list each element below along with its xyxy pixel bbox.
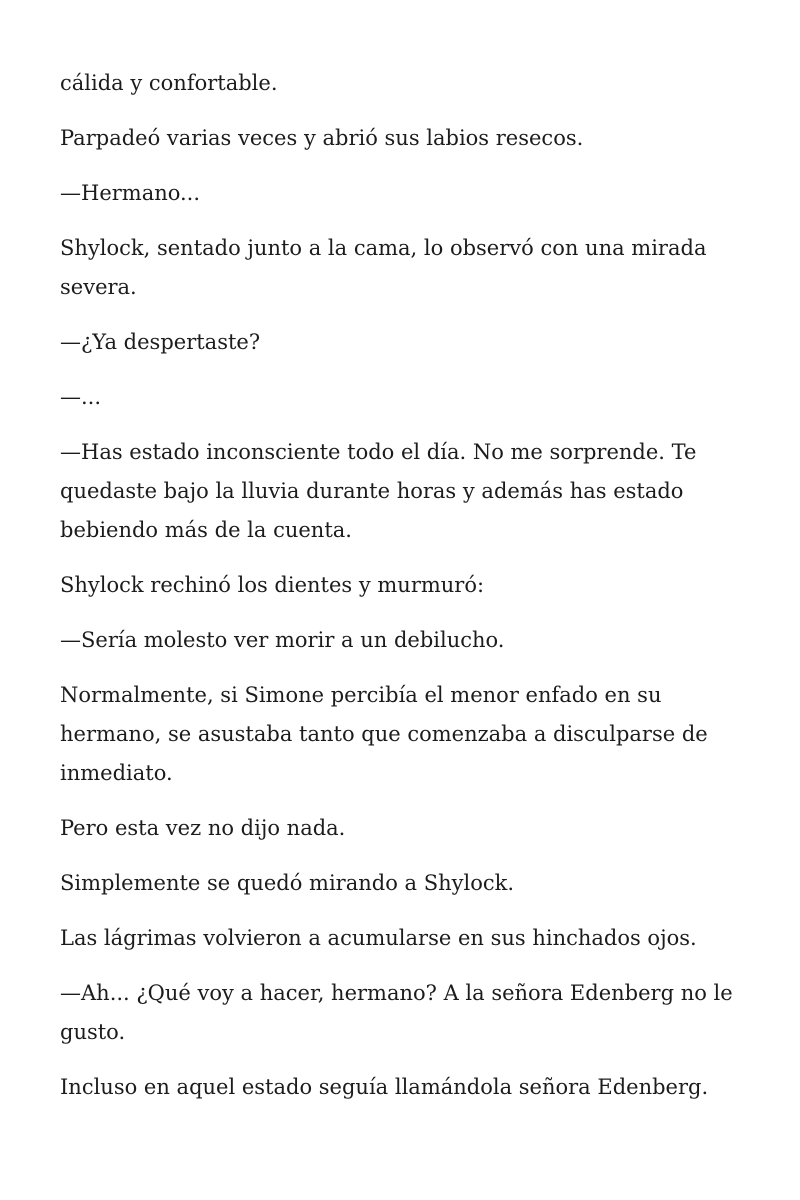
paragraph: Las lágrimas volvieron a acumularse en sus hinchados ojos. (60, 926, 697, 950)
dialogue-line: —Hermano... (60, 181, 201, 205)
paragraph: Parpadeó varias veces y abrió sus labios resecos. (60, 126, 584, 150)
paragraph: Simplemente se quedó mirando a Shylock. (60, 871, 515, 895)
paragraph: cálida y confortable. (60, 71, 278, 95)
document-page (60, 64, 750, 1123)
paragraph: Incluso en aquel estado seguía llamándola señora Edenberg. (60, 1075, 709, 1099)
paragraph: Shylock, sentado junto a la cama, lo observó con una mirada severa. (60, 236, 707, 299)
dialogue-line: —... (60, 385, 102, 409)
dialogue-line: —Has estado inconsciente todo el día. No me sorprende. Te quedaste bajo la lluvia durante horas y además has estado bebiendo más de la cuenta. (60, 440, 697, 542)
dialogue-line: —¿Ya despertaste? (60, 330, 261, 354)
dialogue-line: —Ah... ¿Qué voy a hacer, hermano? A la señora Edenberg no le gusto. (60, 981, 733, 1044)
paragraph: Pero esta vez no dijo nada. (60, 816, 346, 840)
dialogue-line: —Sería molesto ver morir a un debilucho. (60, 628, 505, 652)
paragraph: Normalmente, si Simone percibía el menor enfado en su hermano, se asustaba tanto que comenzaba a disculparse de inmediato. (60, 683, 708, 785)
paragraph: Shylock rechinó los dientes y murmuró: (60, 573, 485, 597)
